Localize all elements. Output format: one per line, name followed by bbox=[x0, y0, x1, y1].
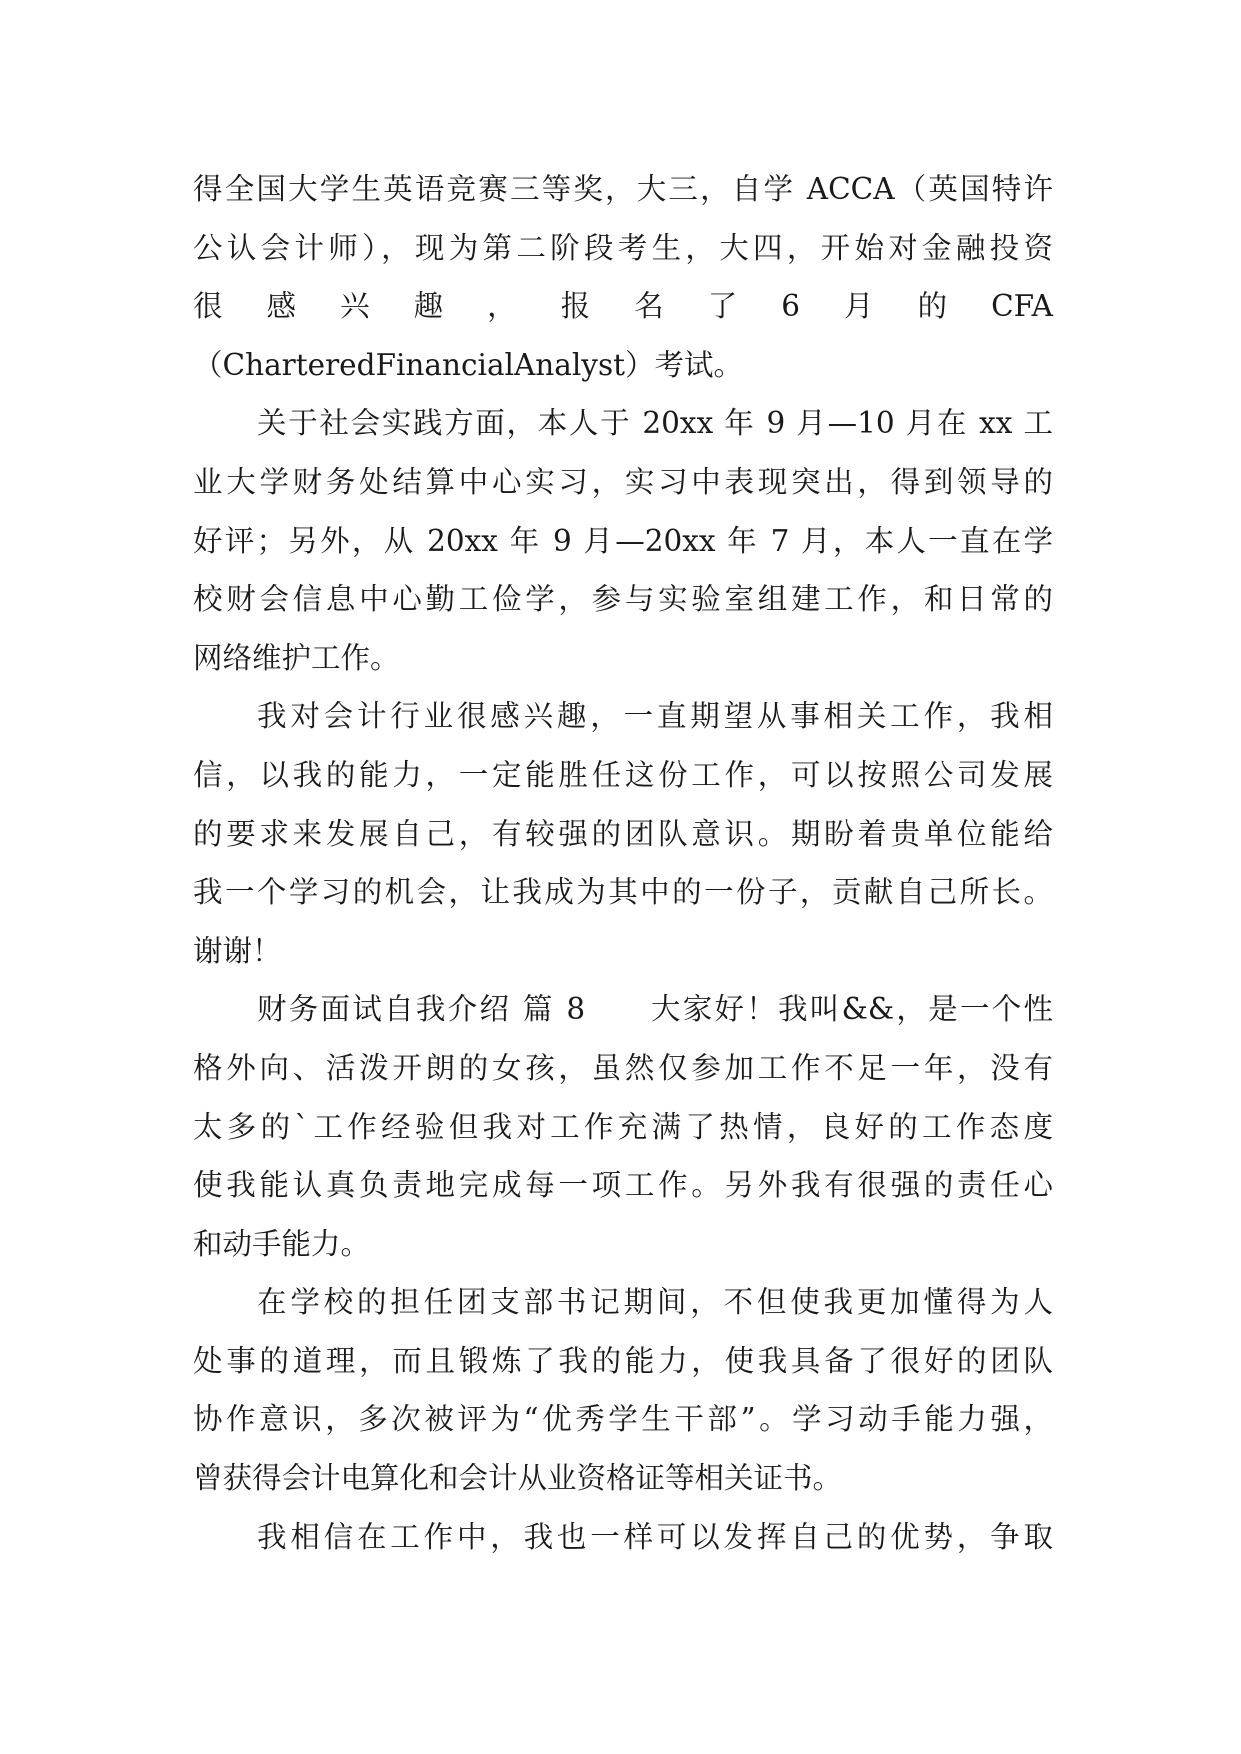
text-token: 趣 bbox=[413, 289, 444, 324]
text-token: 名 bbox=[634, 289, 664, 324]
paragraph-first-line: 关于社会实践方面，本人于 20xx 年 9 月—10 月在 xx 工 bbox=[257, 406, 1053, 441]
text-token: 的 bbox=[917, 289, 948, 324]
text-line: 和动手能力。 bbox=[193, 1226, 371, 1261]
text-line-spaced bbox=[193, 277, 1053, 336]
text-line: 的要求来发展自己，有较强的团队意识。期盼着贵单位能给 bbox=[193, 816, 1053, 851]
text-line: 协作意识，多次被评为“优秀学生干部”。学习动手能力强， bbox=[193, 1402, 1053, 1437]
text-token: ， bbox=[487, 289, 517, 324]
text-line: 公认会计师），现为第二阶段考生，大四，开始对金融投资 bbox=[193, 230, 1053, 265]
text-token: 感 bbox=[266, 289, 297, 324]
text-token: 了 bbox=[707, 289, 738, 324]
text-token: 月 bbox=[844, 289, 874, 324]
text-token: 报 bbox=[560, 289, 591, 324]
text-line: 格外向、活泼开朗的女孩，虽然仅参加工作不足一年，没有 bbox=[193, 1050, 1053, 1085]
text-line: 曾获得会计电算化和会计从业资格证等相关证书。 bbox=[193, 1461, 843, 1496]
paragraph-first-line: 在学校的担任团支部书记期间，不但使我更加懂得为人 bbox=[257, 1285, 1053, 1320]
paragraph-first-line: 我相信在工作中，我也一样可以发挥自己的优势，争取 bbox=[257, 1519, 1053, 1554]
text-line: 使我能认真负责地完成每一项工作。另外我有很强的责任心 bbox=[193, 1168, 1053, 1203]
text-line: 我一个学习的机会，让我成为其中的一份子，贡献自己所长。 bbox=[193, 875, 1053, 910]
text-line: 业大学财务处结算中心实习，实习中表现突出，得到领导的 bbox=[193, 464, 1053, 499]
text-line: 校财会信息中心勤工俭学，参与实验室组建工作，和日常的 bbox=[193, 582, 1053, 617]
text-line: 好评；另外，从 20xx 年 9 月—20xx 年 7 月，本人一直在学 bbox=[193, 523, 1053, 558]
text-token: 6 bbox=[781, 289, 801, 324]
text-token: 很 bbox=[193, 289, 223, 324]
text-line: （CharteredFinancialAnalyst）考试。 bbox=[193, 347, 743, 382]
paragraph-first-line: 财务面试自我介绍 篇 8 大家好！我叫&&，是一个性 bbox=[257, 992, 1053, 1027]
text-token: CFA bbox=[991, 289, 1053, 324]
text-line: 网络维护工作。 bbox=[193, 640, 400, 675]
text-token: 兴 bbox=[340, 289, 370, 324]
text-line: 谢谢！ bbox=[193, 933, 282, 968]
text-line: 处事的道理，而且锻炼了我的能力，使我具备了很好的团队 bbox=[193, 1343, 1053, 1378]
document-body bbox=[193, 160, 1053, 1566]
text-line: 太多的`工作经验但我对工作充满了热情，良好的工作态度 bbox=[193, 1109, 1053, 1144]
text-line: 信，以我的能力，一定能胜任这份工作，可以按照公司发展 bbox=[193, 757, 1053, 792]
text-line: 得全国大学生英语竞赛三等奖，大三，自学 ACCA（英国特许 bbox=[193, 172, 1053, 206]
paragraph-first-line: 我对会计行业很感兴趣，一直期望从事相关工作，我相 bbox=[257, 699, 1053, 734]
